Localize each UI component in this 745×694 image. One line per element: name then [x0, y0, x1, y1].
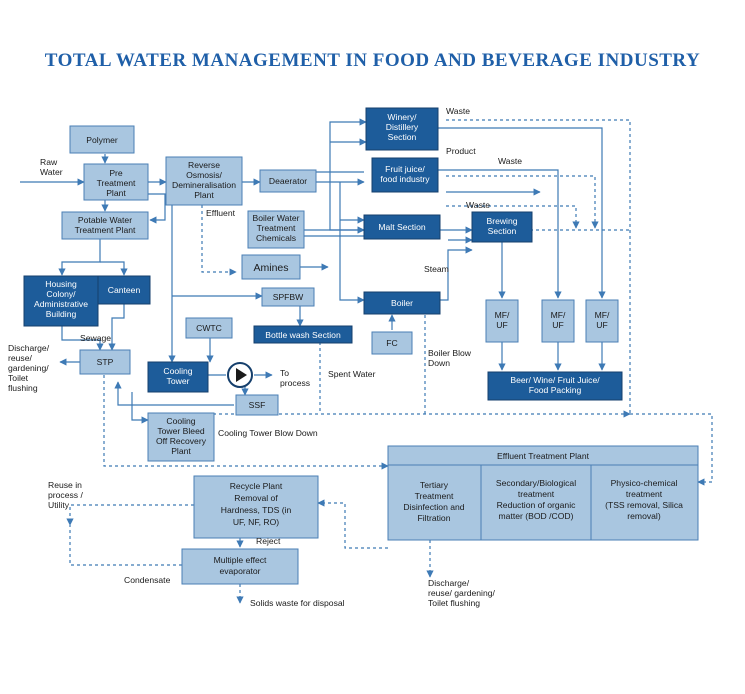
pretreatment-line-2: Treatment: [96, 178, 136, 188]
raw-water-label-1: Raw: [40, 157, 58, 167]
spfbw-label: SPFBW: [272, 292, 304, 302]
potable-to-housing: [62, 239, 100, 275]
stp-label: STP: [96, 357, 114, 367]
ro-line-3: Demineralisation: [171, 180, 237, 190]
boiler-chem-line-3: Chemicals: [255, 233, 297, 243]
svg-text:MF/UF: [551, 310, 566, 330]
winery-line-3: Section: [387, 132, 417, 142]
fruit-line-2: food industry: [380, 174, 430, 184]
tertiary-line-4: Filtration: [417, 513, 451, 523]
svg-text:Boiler BlowDown: [428, 348, 472, 368]
mee-line-2: evaporator: [219, 566, 261, 576]
secondary-line-3: Reduction of organic: [496, 500, 576, 510]
svg-text:MF/UF: [495, 310, 510, 330]
housing-line-2: Colony/: [46, 289, 76, 299]
product-label: Product: [446, 146, 476, 156]
packing-box: [488, 372, 622, 400]
winery-line-2: Distillery: [385, 122, 419, 132]
boiler-chem-line-2: Treatment: [256, 223, 296, 233]
polymer-box: [70, 126, 134, 153]
recycle-line-4: UF, NF, RO): [232, 517, 280, 527]
cooling-line-1: Cooling: [163, 366, 193, 376]
svg-text:CoolingTower: [163, 366, 192, 386]
ssf-box: [236, 395, 278, 415]
svg-text:Winery/DistillerySection: [386, 112, 419, 142]
discharge-bottom-1: Discharge/: [428, 578, 470, 588]
fc-box: [372, 332, 412, 354]
housing-line-1: Housing: [45, 279, 77, 289]
mfuf2-line-2: UF: [552, 320, 564, 330]
stp-box: [80, 350, 130, 374]
mfuf-3-box: [586, 300, 618, 342]
to-bleed-plant: [132, 392, 148, 420]
svg-text:Toprocess: [280, 368, 310, 388]
tertiary-line-2: Treatment: [414, 491, 454, 501]
reuse-utility-3: Utility: [48, 500, 70, 510]
to-winery: [330, 122, 366, 182]
condensate-line: [70, 525, 182, 565]
recycle-plant-box: [194, 476, 318, 538]
fruit-juice-box: [372, 158, 438, 192]
canteen-to-stp: [112, 304, 124, 350]
secondary-line-1: Secondary/Biological: [495, 478, 577, 488]
amines-box: [242, 255, 300, 279]
potable-to-canteen: [100, 262, 124, 275]
deaerator-label: Deaerator: [268, 176, 308, 186]
winery-box: [366, 108, 438, 150]
condensate-label: Condensate: [124, 575, 171, 585]
bleed-line-1: Cooling: [166, 416, 196, 426]
spent-water-label: Spent Water: [328, 369, 376, 379]
discharge-bottom-2: reuse/ gardening/: [428, 588, 495, 598]
mee-line-1: Multiple effect: [213, 555, 267, 565]
bleed-line-2: Tower Bleed: [157, 426, 205, 436]
cwtc-box: [186, 318, 232, 338]
svg-text:BrewingSection: [486, 216, 517, 236]
reuse-utility-2: process /: [48, 490, 83, 500]
boiler-chem-line-1: Boiler Water: [252, 213, 300, 223]
spfbw-box: [262, 288, 314, 306]
svg-text:Discharge/reuse/gardening/Toil: [8, 343, 50, 393]
boiler-chem-box: [248, 211, 304, 248]
housing-line-3: Administrative: [34, 299, 88, 309]
ct-bleed-box: [148, 413, 214, 461]
discharge-left-3: gardening/: [8, 363, 49, 373]
mfuf3-line-1: MF/: [594, 310, 610, 320]
brewing-box: [472, 212, 532, 242]
svg-text:Potable WaterTreatment Plant: [75, 215, 136, 235]
canteen-label: Canteen: [107, 285, 141, 295]
deaerator-box: [260, 170, 316, 192]
housing-line-4: Building: [45, 309, 77, 319]
housing-box: [24, 276, 98, 326]
svg-text:MF/UF: [595, 310, 610, 330]
potable-line-2: Treatment Plant: [74, 225, 136, 235]
reject-label: Reject: [256, 536, 281, 546]
mfuf3-line-2: UF: [596, 320, 608, 330]
diagram-title: TOTAL WATER MANAGEMENT IN FOOD AND BEVERAGE INDUSTRY: [44, 50, 701, 71]
waste-label-1: Waste: [446, 106, 471, 116]
physico-line-1: Physico-chemical: [610, 478, 678, 488]
raw-water-label-2: Water: [40, 167, 63, 177]
pretreatment-box: [84, 164, 148, 200]
amines-label: Amines: [253, 262, 289, 274]
waste-label-2: Waste: [498, 156, 523, 166]
svg-text:Discharge/reuse/ gardening/Toi: [428, 578, 495, 608]
mfuf1-line-1: MF/: [494, 310, 510, 320]
bleed-line-3: Off Recovery: [156, 436, 206, 446]
canteen-box: [98, 276, 150, 304]
physico-line-3: (TSS removal, Silica: [605, 500, 683, 510]
cooling-line-2: Tower: [166, 376, 190, 386]
brewing-line-1: Brewing: [486, 216, 518, 226]
boiler-blowdown-1: Boiler Blow: [428, 348, 471, 358]
physico-line-2: treatment: [625, 489, 663, 499]
reuse-utility-1: Reuse in: [48, 480, 82, 490]
recycle-to-reuse: [70, 505, 194, 525]
svg-text:Fruit juice/food industry: [380, 164, 430, 184]
discharge-left-5: flushing: [8, 383, 38, 393]
effluent-label: Effluent: [206, 208, 235, 218]
svg-text:Boiler WaterTreatmentChemicals: [253, 213, 300, 243]
fruit-line-1: Fruit juice/: [385, 164, 425, 174]
ct-blowdown-label: Cooling Tower Blow Down: [218, 428, 318, 438]
recycle-line-1: Recycle Plant: [229, 481, 283, 491]
physico-line-4: removal): [627, 511, 661, 521]
potable-line-1: Potable Water: [77, 215, 133, 225]
svg-text:Secondary/BiologicaltreatmentR: [496, 478, 576, 521]
boiler-box: [364, 292, 440, 314]
potable-box: [62, 212, 148, 239]
tertiary-line-1: Tertiary: [419, 480, 449, 490]
svg-text:Multiple effectevaporator: [214, 555, 267, 576]
to-malt: [330, 182, 364, 230]
winery-line-1: Winery/: [387, 112, 417, 122]
to-process-2: process: [280, 378, 311, 388]
steam-label: Steam: [424, 264, 449, 274]
pretreatment-line-3: Plant: [106, 188, 126, 198]
mfuf-1-box: [486, 300, 518, 342]
boiler-label: Boiler: [391, 298, 413, 308]
pump-icon: [228, 363, 252, 387]
etp-header: Effluent Treatment Plant: [496, 451, 590, 461]
discharge-left-2: reuse/: [8, 353, 32, 363]
sewage-label: Sewage: [80, 333, 112, 343]
waste-label-3: Waste: [466, 200, 491, 210]
brewing-line-2: Section: [487, 226, 517, 236]
packing-line-1: Beer/ Wine/ Fruit Juice/: [510, 375, 600, 385]
packing-line-2: Food Packing: [528, 385, 582, 395]
to-boiler: [340, 182, 364, 300]
cwtc-label: CWTC: [196, 323, 222, 333]
recycle-line-3: Hardness, TDS (in: [220, 505, 292, 515]
effluent-plant-box: [388, 446, 698, 540]
malt-box: [364, 215, 440, 239]
ro-line-1: Reverse: [188, 160, 220, 170]
to-process-1: To: [280, 368, 290, 378]
discharge-bottom-3: Toilet flushing: [428, 598, 481, 608]
pretreatment-loop: [148, 194, 165, 220]
discharge-left-1: Discharge/: [8, 343, 50, 353]
svg-text:RawWater: [40, 157, 63, 177]
discharge-left-4: Toilet: [8, 373, 29, 383]
polymer-label: Polymer: [86, 135, 118, 145]
malt-label: Malt Section: [378, 222, 426, 232]
boiler-steam: [440, 250, 472, 300]
cooling-tower-box: [148, 362, 208, 392]
ro-line-2: Osmosis/: [186, 170, 222, 180]
etp-to-recycle: [318, 503, 388, 548]
secondary-line-2: treatment: [517, 489, 555, 499]
mee-box: [182, 549, 298, 584]
secondary-line-4: matter (BOD /COD): [498, 511, 574, 521]
recycle-line-2: Removal of: [234, 493, 278, 503]
bottle-wash-label: Bottle wash Section: [265, 330, 341, 340]
solids-waste-label: Solids waste for disposal: [250, 598, 345, 608]
tertiary-line-3: Disinfection and: [403, 502, 465, 512]
mfuf-2-box: [542, 300, 574, 342]
boiler-blowdown-2: Down: [428, 358, 450, 368]
mfuf1-line-2: UF: [496, 320, 508, 330]
bottle-wash-box: [254, 326, 352, 343]
mfuf2-line-1: MF/: [550, 310, 566, 320]
fc-label: FC: [386, 338, 398, 348]
bleed-line-4: Plant: [171, 446, 191, 456]
ssf-label: SSF: [248, 400, 266, 410]
ro-box: [166, 157, 242, 205]
ro-line-4: Plant: [194, 190, 214, 200]
pretreatment-line-1: Pre: [109, 168, 123, 178]
